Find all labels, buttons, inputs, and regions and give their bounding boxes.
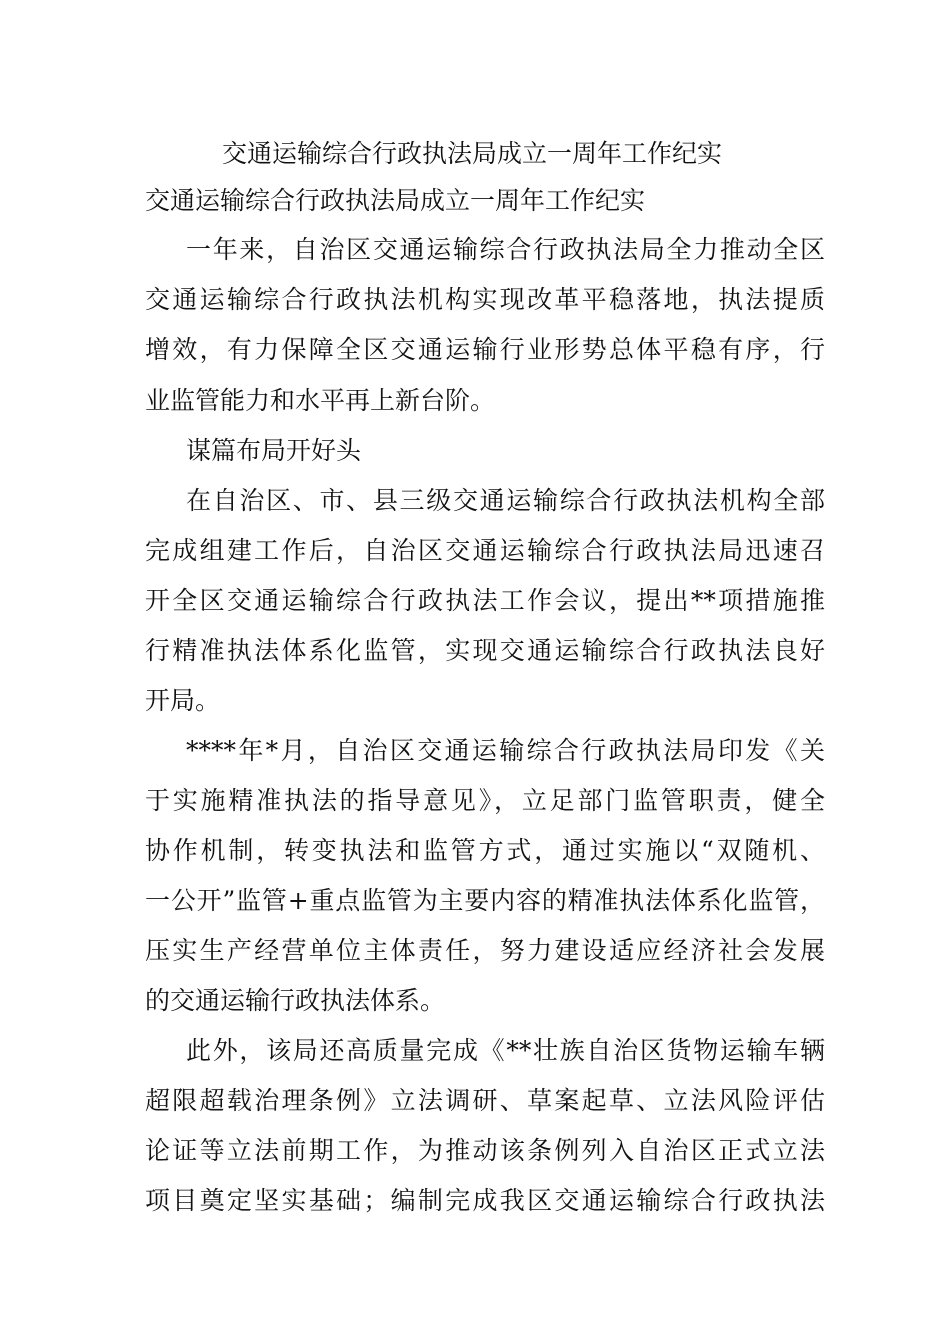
paragraph-line: 在自治区、市、县三级交通运输综合行政执法机构全部	[186, 486, 825, 515]
paragraph-line: 一年来，自治区交通运输综合行政执法局全力推动全区	[186, 235, 825, 264]
paragraph-line: 的交通运输行政执法体系。	[145, 986, 446, 1015]
paragraph-line: 项目奠定坚实基础；编制完成我区交通运输综合行政执法	[145, 1186, 825, 1215]
paragraph-line: 行精准执法体系化监管，实现交通运输综合行政执法良好	[145, 636, 825, 665]
paragraph-line: 交通运输综合行政执法机构实现改革平稳落地，执法提质	[145, 285, 825, 314]
paragraph-line: 增效，有力保障全区交通运输行业形势总体平稳有序，行	[145, 335, 825, 364]
paragraph-line: 完成组建工作后，自治区交通运输综合行政执法局迅速召	[145, 536, 825, 565]
paragraph-line: 开局。	[145, 686, 221, 715]
paragraph-line: 此外，该局还高质量完成《**壮族自治区货物运输车辆	[186, 1036, 825, 1065]
paragraph-line: 论证等立法前期工作，为推动该条例列入自治区正式立法	[145, 1136, 825, 1165]
paragraph-line: 压实生产经营单位主体责任，努力建设适应经济社会发展	[145, 936, 825, 965]
paragraph-line: ****年*月，自治区交通运输综合行政执法局印发《关	[186, 736, 825, 765]
paragraph-line: 业监管能力和水平再上新台阶。	[145, 386, 496, 415]
paragraph-line: 一公开”监管+重点监管为主要内容的精准执法体系化监管，	[145, 886, 825, 915]
document-title: 交通运输综合行政执法局成立一周年工作纪实	[222, 139, 723, 168]
paragraph-line: 开全区交通运输综合行政执法工作会议，提出**项措施推	[145, 586, 825, 615]
section-heading: 谋篇布局开好头	[186, 436, 362, 465]
paragraph-line: 超限超载治理条例》立法调研、草案起草、立法风险评估	[145, 1086, 825, 1115]
paragraph-line: 于实施精准执法的指导意见》，立足部门监管职责，健全	[145, 786, 825, 815]
document-subtitle: 交通运输综合行政执法局成立一周年工作纪实	[145, 186, 646, 215]
paragraph-line: 协作机制，转变执法和监管方式，通过实施以“双随机、	[145, 836, 825, 865]
